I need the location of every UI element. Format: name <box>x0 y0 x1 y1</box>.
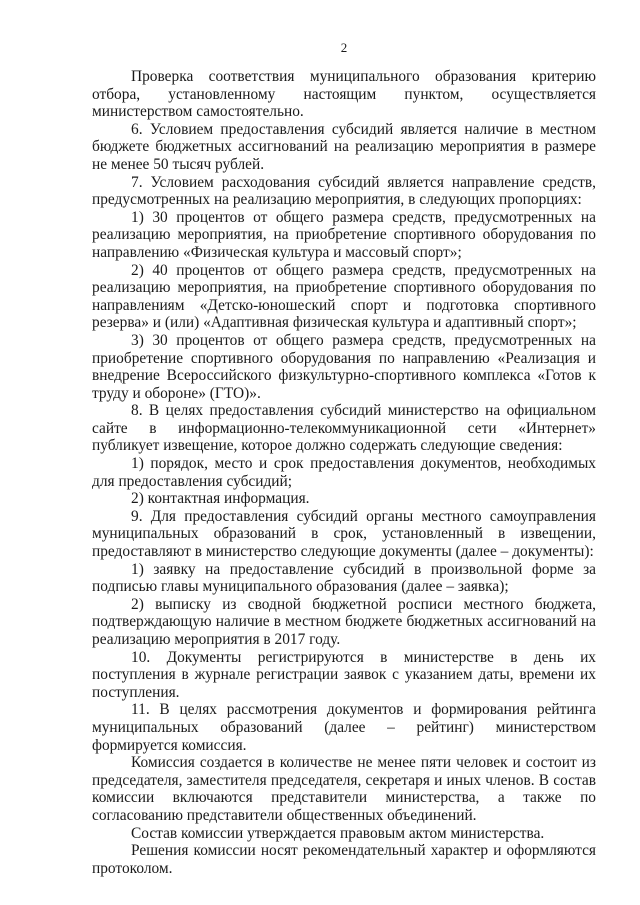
paragraph-7: 7. Условием расходования субсидий является направление средств, предусмотренных на реализацию мероприятия, в следующих пропорциях: <box>92 173 596 209</box>
paragraph-verification: Проверка соответствия муниципального образования критерию отбора, установленному настоящим пунктом, осуществляется министерством самостоятельно. <box>92 68 596 121</box>
paragraph-9: 9. Для предоставления субсидий органы местного самоуправления муниципальных образований в срок, установленный в извещении, предоставляют в министерство следующие документы (далее – документы): <box>92 507 596 561</box>
paragraph-8: 8. В целях предоставления субсидий министерство на официальном сайте в информационно-телекоммуникационной сети «Интернет» публикует извещение, которое должно содержать следующие сведения: <box>92 402 596 455</box>
paragraph-8-item-2: 2) контактная информация. <box>131 490 310 508</box>
paragraph-10: 10. Документы регистрируются в министерстве в день их поступления в журнале регистрации заявок с указанием даты, времени их поступления. <box>92 648 596 701</box>
paragraph-6: 6. Условием предоставления субсидий является наличие в местном бюджете бюджетных ассигнований на реализацию мероприятия в размере не менее 50 тысяч рублей. <box>92 120 596 173</box>
paragraph-7-item-3: 3) 30 процентов от общего размера средств, предусмотренных на приобретение спортивного оборудования по направлению «Реализация и внедрение Всероссийского физкультурно-спортивного комплекса «Готов к труду и обороне» (ГТО)». <box>92 331 596 402</box>
document-body <box>92 68 596 877</box>
paragraph-commission-decisions: Решения комиссии носят рекомендательный характер и оформляются протоколом. <box>92 842 596 877</box>
paragraph-11: 11. В целях рассмотрения документов и формирования рейтинга муниципальных образований (далее – рейтинг) министерством формируется комиссия. <box>92 701 596 754</box>
paragraph-9-item-2: 2) выписку из сводной бюджетной росписи местного бюджета, подтверждающую наличие в местном бюджете бюджетных ассигнований на реализацию мероприятия в 2017 году. <box>92 595 596 648</box>
paragraph-commission-composition: Комиссия создается в количестве не менее пяти человек и состоит из председателя, заместителя председателя, секретаря и иных членов. В состав комиссии включаются представители министерства, а также по согласованию представители общественных объединений. <box>92 754 596 824</box>
page-number: 2 <box>340 40 348 55</box>
paragraph-7-item-2: 2) 40 процентов от общего размера средств, предусмотренных на реализацию мероприятия, на приобретение спортивного оборудования по направлениям «Детско-юношеский спорт и подготовка спортивного резерва» и (или) «Адаптивная физическая культура и адаптивный спорт»; <box>92 261 596 332</box>
paragraph-9-item-1: 1) заявку на предоставление субсидий в произвольной форме за подписью главы муниципального образования (далее – заявка); <box>92 560 596 596</box>
paragraph-8-item-1: 1) порядок, место и срок предоставления документов, необходимых для предоставления субсидий; <box>92 455 596 490</box>
paragraph-7-item-1: 1) 30 процентов от общего размера средств, предусмотренных на реализацию мероприятия, на приобретение спортивного оборудования по направлению «Физическая культура и массовый спорт»; <box>92 208 596 261</box>
paragraph-commission-approval: Состав комиссии утверждается правовым актом министерства. <box>131 824 545 842</box>
